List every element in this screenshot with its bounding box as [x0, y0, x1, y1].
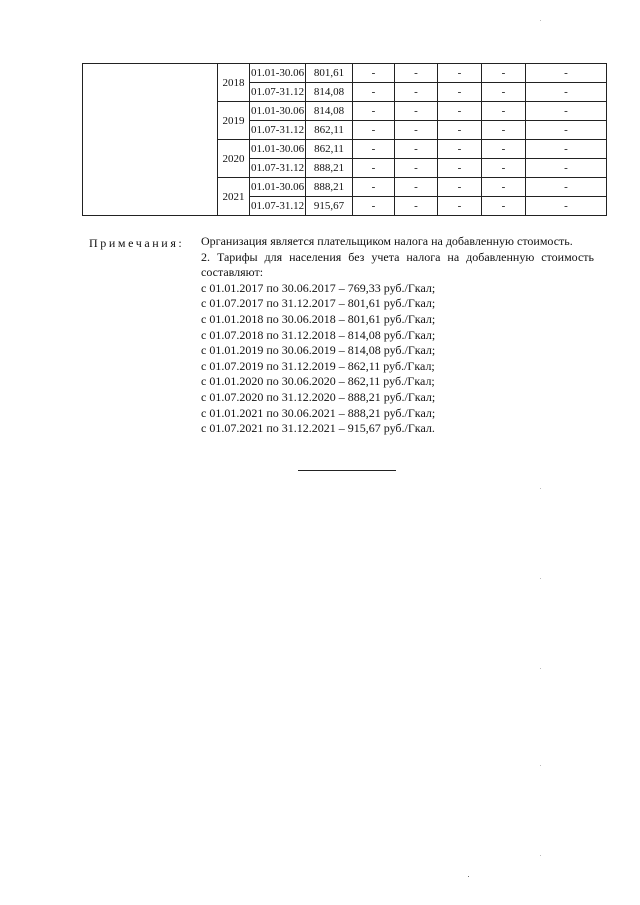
dash-cell: - [353, 83, 395, 102]
dash-cell: - [395, 121, 438, 140]
notes-label: Примечания: [89, 236, 185, 250]
dash-cell: - [438, 102, 482, 121]
period-cell: 01.01-30.06 [250, 102, 306, 121]
dash-cell: - [482, 178, 526, 197]
year-cell: 2021 [218, 178, 250, 216]
dash-cell: - [438, 159, 482, 178]
value-cell: 862,11 [306, 121, 353, 140]
scan-speck [540, 668, 541, 669]
dash-cell: - [438, 178, 482, 197]
value-cell: 888,21 [306, 178, 353, 197]
dash-cell: - [353, 140, 395, 159]
dash-cell: - [395, 140, 438, 159]
period-cell: 01.01-30.06 [250, 64, 306, 83]
year-cell: 2018 [218, 64, 250, 102]
tariff-period-line: с 01.01.2019 по 30.06.2019 – 814,08 руб./Гкал; [201, 343, 436, 358]
dash-cell: - [482, 83, 526, 102]
population-tariffs-note: 2. Тарифы для населения без учета налога на добавленную стоимость [201, 249, 594, 264]
dash-cell: - [482, 102, 526, 121]
dash-cell: - [395, 159, 438, 178]
tariff-period-line: с 01.01.2018 по 30.06.2018 – 801,61 руб./Гкал; [201, 311, 436, 326]
dash-cell: - [526, 102, 607, 121]
dash-cell: - [526, 64, 607, 83]
dash-cell: - [526, 159, 607, 178]
dash-cell: - [395, 178, 438, 197]
blank-merged-cell [83, 64, 218, 216]
dash-cell: - [482, 64, 526, 83]
dash-cell: - [526, 140, 607, 159]
dash-cell: - [526, 178, 607, 197]
year-cell: 2020 [218, 140, 250, 178]
year-cell: 2019 [218, 102, 250, 140]
dash-cell: - [438, 197, 482, 216]
dash-cell: - [353, 121, 395, 140]
dash-cell: - [353, 64, 395, 83]
dash-cell: - [482, 121, 526, 140]
dash-cell: - [438, 140, 482, 159]
tariff-period-line: с 01.07.2021 по 31.12.2021 – 915,67 руб./Гкал. [201, 421, 435, 436]
dash-cell: - [395, 64, 438, 83]
vat-payer-note: Организация является плательщиком налога на добавленную стоимость. [201, 234, 573, 248]
tariff-period-line: с 01.07.2018 по 31.12.2018 – 814,08 руб./Гкал; [201, 327, 436, 342]
scan-speck [540, 855, 541, 856]
end-divider-line [298, 470, 396, 471]
value-cell: 915,67 [306, 197, 353, 216]
period-cell: 01.07-31.12 [250, 197, 306, 216]
scan-speck [540, 20, 541, 21]
dash-cell: - [526, 83, 607, 102]
dash-cell: - [482, 197, 526, 216]
period-cell: 01.07-31.12 [250, 83, 306, 102]
scan-speck [540, 488, 541, 489]
dash-cell: - [526, 197, 607, 216]
tariff-period-line: с 01.07.2017 по 31.12.2017 – 801,61 руб./Гкал; [201, 296, 436, 311]
tariff-period-line: с 01.01.2021 по 30.06.2021 – 888,21 руб./Гкал; [201, 405, 436, 420]
dash-cell: - [482, 159, 526, 178]
population-tariffs-note-continued: составляют: [201, 265, 264, 280]
dash-cell: - [353, 102, 395, 121]
tariff-period-line: с 01.07.2019 по 31.12.2019 – 862,11 руб./Гкал; [201, 358, 435, 373]
scan-speck [540, 578, 541, 579]
notes-body [201, 234, 594, 437]
dash-cell: - [353, 159, 395, 178]
tariff-table [82, 63, 607, 216]
period-cell: 01.01-30.06 [250, 178, 306, 197]
dash-cell: - [353, 178, 395, 197]
dash-cell: - [353, 197, 395, 216]
value-cell: 814,08 [306, 102, 353, 121]
dash-cell: - [438, 83, 482, 102]
value-cell: 888,21 [306, 159, 353, 178]
dash-cell: - [438, 121, 482, 140]
value-cell: 814,08 [306, 83, 353, 102]
tariff-period-line: с 01.01.2017 по 30.06.2017 – 769,33 руб./Гкал; [201, 280, 436, 295]
dash-cell: - [395, 83, 438, 102]
period-cell: 01.07-31.12 [250, 121, 306, 140]
tariff-period-line: с 01.07.2020 по 31.12.2020 – 888,21 руб./Гкал; [201, 389, 436, 404]
dash-cell: - [438, 64, 482, 83]
scan-speck [540, 765, 541, 766]
dash-cell: - [395, 197, 438, 216]
tariff-period-line: с 01.01.2020 по 30.06.2020 – 862,11 руб./Гкал; [201, 374, 435, 389]
value-cell: 862,11 [306, 140, 353, 159]
dash-cell: - [395, 102, 438, 121]
dash-cell: - [526, 121, 607, 140]
period-cell: 01.07-31.12 [250, 159, 306, 178]
scan-speck [468, 876, 469, 877]
period-cell: 01.01-30.06 [250, 140, 306, 159]
value-cell: 801,61 [306, 64, 353, 83]
dash-cell: - [482, 140, 526, 159]
table-row [83, 64, 607, 83]
